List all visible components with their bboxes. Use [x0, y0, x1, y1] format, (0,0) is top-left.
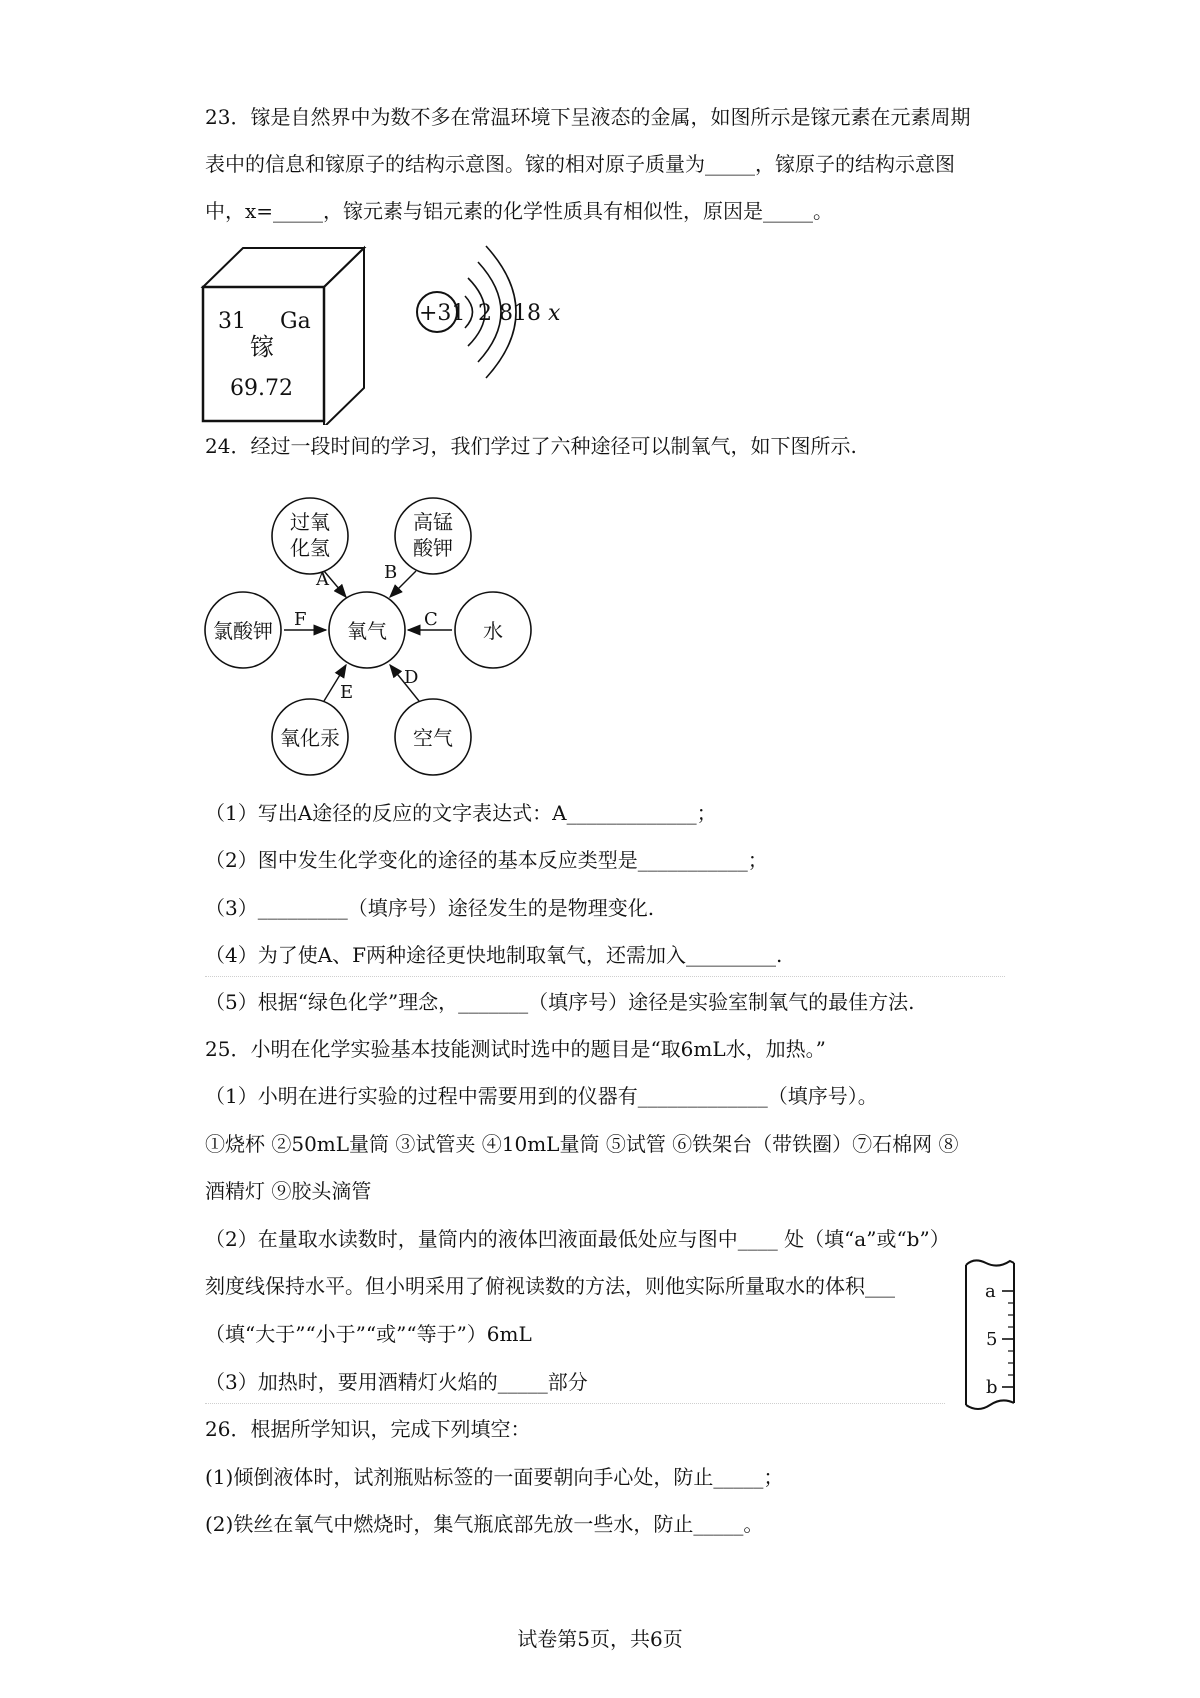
source-air: 空气: [413, 726, 453, 750]
path-label-d: D: [404, 667, 419, 688]
q25-part1: （1）小明在进行实验的过程中需要用到的仪器有_____________（填序号）。: [205, 1084, 878, 1108]
path-label-b: B: [384, 562, 398, 583]
q23-line3: 中，x=_____，镓元素与铝元素的化学性质具有相似性，原因是_____。: [205, 199, 834, 223]
q24-part1: （1）写出A途径的反应的文字表达式：A_____________；: [205, 801, 717, 825]
atom-shell-2: 8: [499, 301, 513, 326]
q26-part1: (1)倾倒液体时，试剂瓶贴标签的一面要朝向手心处，防止_____；: [205, 1465, 784, 1489]
page-footer: 试卷第5页，共6页: [517, 1627, 683, 1651]
atom-nucleus-charge: +31: [419, 301, 466, 326]
path-label-f: F: [294, 609, 307, 630]
q24-part4: （4）为了使A、F两种途径更快地制取氧气，还需加入_________.: [205, 943, 783, 967]
divider: [205, 1403, 945, 1404]
source-h2o2-line1: 过氧: [290, 510, 330, 534]
atom-shell-3: 18: [513, 301, 541, 326]
q25-options-line1: ①烧杯 ②50mL量筒 ③试管夹 ④10mL量筒 ⑤试管 ⑥铁架台（带铁圈）⑦石棉网 ⑧: [205, 1132, 959, 1156]
path-label-a: A: [316, 569, 329, 590]
element-name: 镓: [250, 333, 274, 361]
q24-part3: （3）_________（填序号）途径发生的是物理变化.: [205, 896, 655, 920]
gallium-atom-structure: [410, 240, 580, 390]
q25-intro: 25．小明在化学实验基本技能测试时选中的题目是“取6mL水，加热。”: [205, 1037, 826, 1061]
source-water: 水: [483, 619, 503, 643]
graduated-cylinder-diagram: [958, 1255, 1024, 1415]
q24-part2: （2）图中发生化学变化的途径的基本反应类型是___________；: [205, 848, 768, 872]
atom-shell-1: 2: [478, 301, 492, 326]
q25-part2-line3: （填“大于”“小于”“或”“等于”）6mL: [205, 1322, 532, 1346]
source-h2o2-line2: 化氢: [290, 536, 330, 560]
atom-shell-4: x: [548, 301, 561, 326]
element-atomic-number: 31: [218, 309, 246, 334]
q25-part3: （3）加热时，要用酒精灯火焰的_____部分: [205, 1370, 588, 1394]
q23-line1: 23．镓是自然界中为数不多在常温环境下呈液态的金属，如图所示是镓元素在元素周期: [205, 105, 971, 129]
q26-part2: (2)铁丝在氧气中燃烧时，集气瓶底部先放一些水，防止_____。: [205, 1512, 764, 1536]
path-label-e: E: [340, 682, 354, 703]
q23-line2: 表中的信息和镓原子的结构示意图。镓的相对原子质量为_____，镓原子的结构示意图: [205, 152, 955, 176]
cylinder-label-b: b: [986, 1377, 998, 1398]
cylinder-label-5: 5: [986, 1329, 998, 1350]
q25-part2-line2: 刻度线保持水平。但小明采用了俯视读数的方法，则他实际所量取水的体积___: [205, 1274, 895, 1298]
center-oxygen: 氧气: [347, 619, 387, 643]
q24-intro: 24．经过一段时间的学习，我们学过了六种途径可以制氧气，如下图所示.: [205, 434, 857, 458]
source-hgo: 氧化汞: [280, 726, 340, 750]
gallium-element-cell: [200, 245, 370, 425]
source-kmno4-line1: 高锰: [413, 510, 453, 534]
source-kclo3: 氯酸钾: [213, 619, 273, 643]
oxygen-pathways-diagram: [200, 475, 540, 795]
path-label-c: C: [424, 609, 438, 630]
q26-intro: 26．根据所学知识，完成下列填空：: [205, 1417, 531, 1441]
element-symbol: Ga: [280, 309, 311, 334]
q25-part2-line1: （2）在量取水读数时，量筒内的液体凹液面最低处应与图中____ 处（填“a”或“b”）: [205, 1227, 950, 1251]
source-kmno4-line2: 酸钾: [413, 536, 453, 560]
q24-part5: （5）根据“绿色化学”理念，_______（填序号）途径是实验室制氧气的最佳方法.: [205, 990, 915, 1014]
q25-options-line2: 酒精灯 ⑨胶头滴管: [205, 1179, 372, 1203]
divider: [205, 976, 1005, 977]
cylinder-label-a: a: [985, 1281, 996, 1302]
element-atomic-mass: 69.72: [230, 376, 293, 401]
